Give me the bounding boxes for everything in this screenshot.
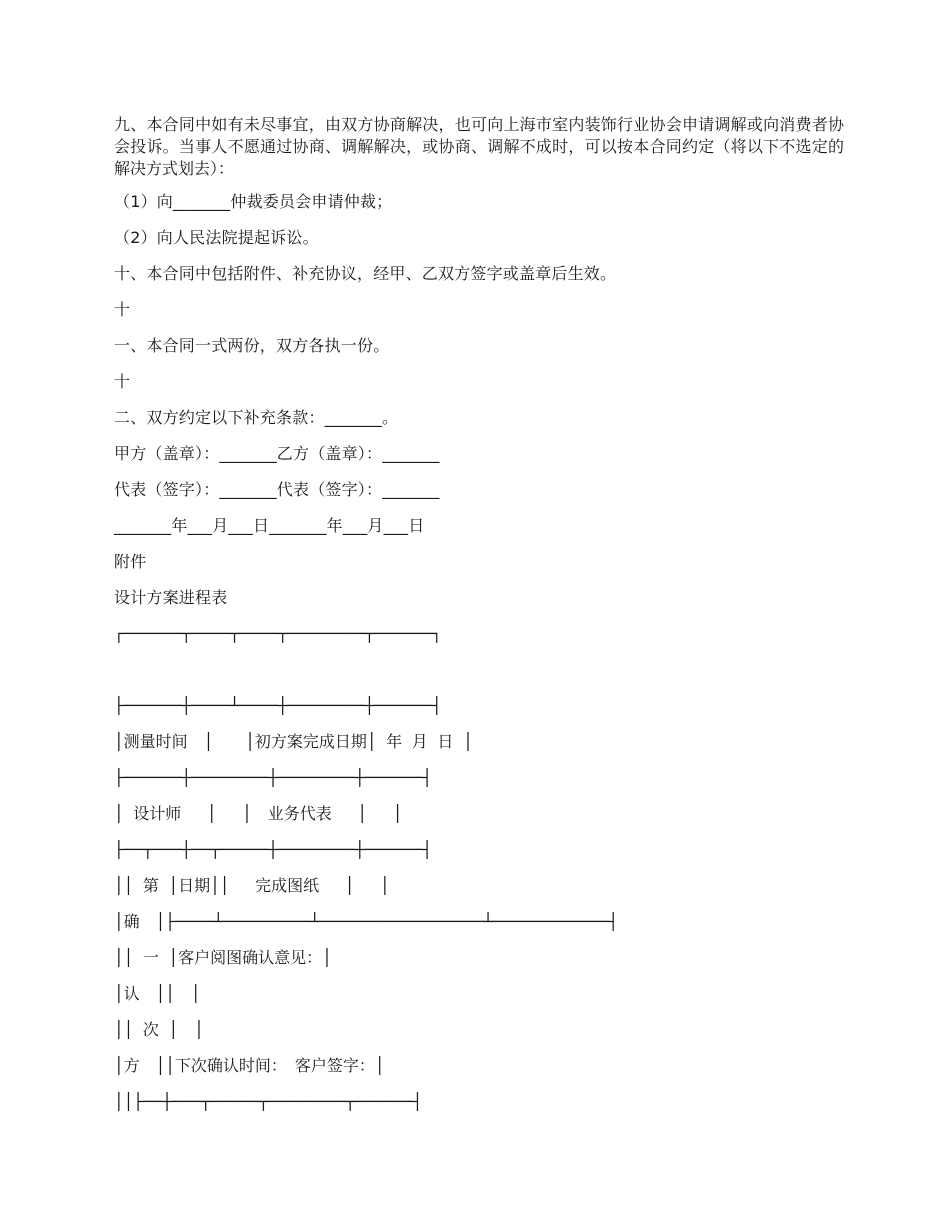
clause-12-prefix: 十: [114, 372, 131, 391]
clause-9-option-1: （1）向_______仲裁委员会申请仲裁；: [114, 192, 393, 211]
table-line: ├──┬───┼──┬─────┼────────┼──────┤: [114, 840, 432, 859]
clause-10: 十、本合同中包括附件、补充协议，经甲、乙双方签字或盖章后生效。: [114, 264, 617, 283]
clause-11-prefix: 十: [114, 300, 131, 319]
table-line: ││ 次 │ │: [114, 1020, 204, 1039]
table-line: ├──────┼────────┼────────┼──────┤: [114, 768, 432, 787]
table-line: ││├──┼───┬─────┬────────┬──────┤: [114, 1092, 423, 1111]
table-line: ├──────┼────┴────┼────────┼──────┤: [114, 696, 442, 715]
table-line: ││ 一 │客户阅图确认意见：│: [114, 948, 332, 967]
table-line: │方 ││下次确认时间： 客户签字：│: [114, 1056, 385, 1075]
clause-9-option-2: （2）向人民法院提起诉讼。: [114, 228, 319, 247]
table-line: │认 ││ │: [114, 984, 201, 1003]
appendix-heading: 附件: [114, 552, 147, 571]
signature-representative-line: 代表（签字）：_______代表（签字）：_______: [114, 480, 440, 499]
table-line: │ 设计师 │ │ 业务代表 │ │: [114, 804, 403, 823]
table-title: 设计方案进程表: [114, 588, 228, 607]
clause-9-paragraph: 九、本合同中如有未尽事宜，由双方协商解决，也可向上海市室内装饰行业协会申请调解或向消费者协会投诉。当事人不愿通过协商、调解解决，或协商、调解不成时，可以按本合同约定（将以下不选定的解决方式划去）：: [114, 115, 844, 178]
table-line: │确 │├────┴─────────┴─────────────────┴────────────┤: [114, 912, 619, 931]
clause-12: 二、双方约定以下补充条款：_______。: [114, 408, 399, 427]
signature-seal-line: 甲方（盖章）：_______乙方（盖章）：_______: [114, 444, 440, 463]
table-line: ││ 第 │日期││ 完成图纸 │ │: [114, 876, 390, 895]
table-line: ┌──────┬────┬────┬────────┬──────┐: [114, 624, 442, 643]
table-line: │测量时间 │ │初方案完成日期│ 年 月 日 │: [114, 732, 473, 751]
clause-11: 一、本合同一式两份，双方各执一份。: [114, 336, 390, 355]
signature-date-line: _______年___月___日_______年___月___日: [114, 516, 425, 535]
